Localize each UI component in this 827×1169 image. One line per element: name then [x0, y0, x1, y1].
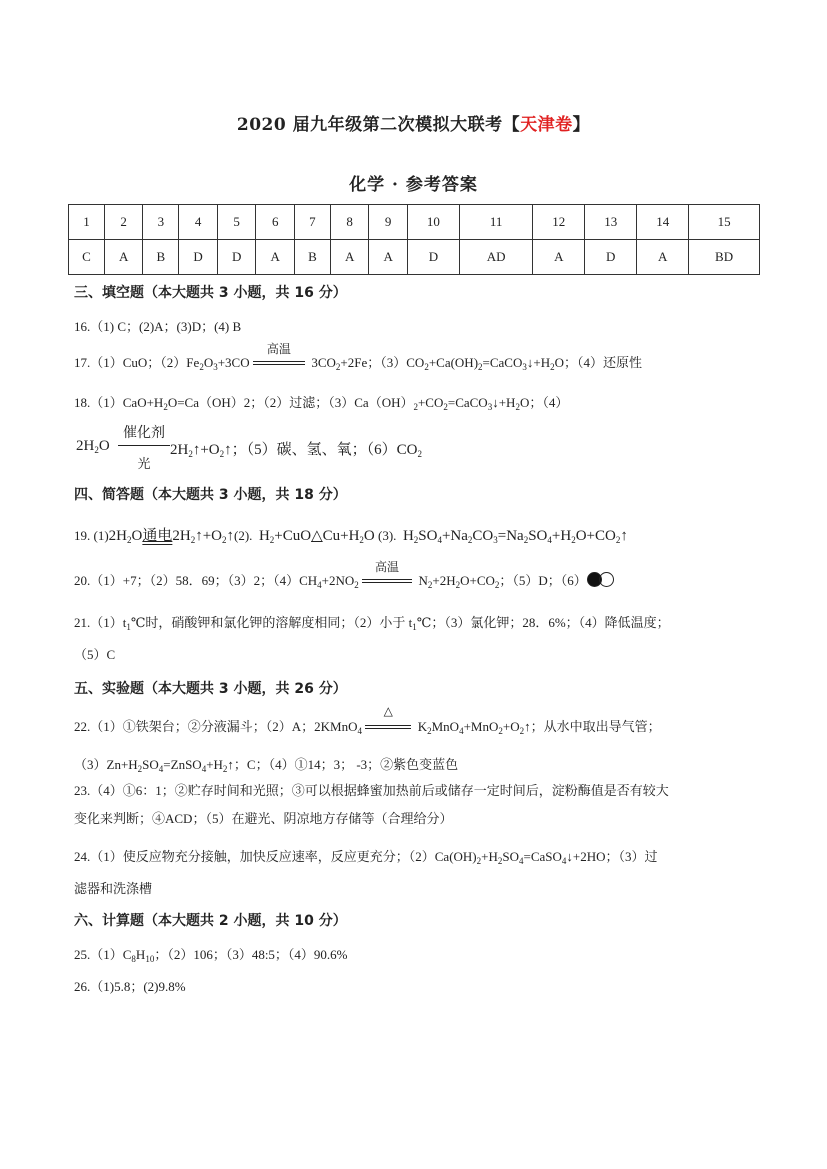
- answer-cell: A: [533, 240, 585, 275]
- answer-21-line2: （5）C: [74, 647, 116, 662]
- title-main: 2020 届九年级第二次模拟大联考: [236, 115, 503, 135]
- answer-cell: D: [407, 240, 459, 275]
- section-heading-6: 六、计算题（本大题共 2 小题，共 10 分）: [74, 913, 347, 929]
- question-number-cell: 1: [69, 205, 105, 240]
- light-condition: 光: [137, 456, 151, 471]
- heat-condition: △: [365, 719, 411, 735]
- answer-22-line2: $(3)Zn+H_2SO_4=ZnSO_4+H_2↑$；C；（4）①14；3； -3；②紫色变蓝色: [74, 757, 459, 774]
- question-number-cell: 4: [179, 205, 218, 240]
- answer-20: 20.（1）+7；（2）58．69；（3）2；$(4)CH_4+2NO_2$ 高温 $N_2+2H_2O+CO_2$；（5）D；（6）: [74, 570, 614, 589]
- heat-condition: △: [311, 528, 323, 544]
- question-number-cell: 15: [689, 205, 760, 240]
- question-number-cell: 6: [256, 205, 295, 240]
- answer-19: 19. $(1)2H_2O$通电$2H_2↑+O_2↑(2)$. $H_2+CuO\triangle Cu+H_2O$ (3). $H_2SO_4+Na_2CO_3=Na_2SO_4+H_2O+CO_2↑$: [74, 528, 628, 545]
- answer-cell: A: [369, 240, 408, 275]
- answer-cell: D: [179, 240, 218, 275]
- answer-cell: A: [104, 240, 143, 275]
- question-number-cell: 12: [533, 205, 585, 240]
- section-heading-3: 三、填空题（本大题共 3 小题，共 16 分）: [74, 285, 347, 301]
- answer-26: 26.（1)5.8；(2)9.8%: [74, 979, 186, 994]
- answer-16: 16.（1) C；(2)A；(3)D；(4) B: [74, 319, 242, 334]
- question-number-cell: 5: [217, 205, 256, 240]
- question-number-cell: 2: [104, 205, 143, 240]
- high-temp-condition: 高温: [253, 355, 305, 371]
- question-number-cell: 3: [143, 205, 179, 240]
- answer-cell: AD: [459, 240, 532, 275]
- title-bracket-open: 【: [502, 115, 521, 135]
- question-number-cell: 9: [369, 205, 408, 240]
- answer-cell: B: [294, 240, 330, 275]
- question-number-cell: 11: [459, 205, 532, 240]
- answer-24-line1: 24.（1）使反应物充分接触，加快反应速率，反应更充分；$(2)Ca(OH)_2+H_2SO_4=CaSO_4↓+2HO$；（3）过: [74, 849, 658, 866]
- answer-table: [68, 204, 760, 275]
- question-number-cell: 10: [407, 205, 459, 240]
- answer-25: $25.(1)C_8H_{10}$；（2）106；（3）48:5；（4）90.6%: [74, 947, 348, 964]
- answer-23-line1: 23.（4）①6：1；②贮存时间和光照；③可以根据蜂蜜加热前后或储存一定时间后，淀粉酶值是否有较大: [74, 783, 669, 798]
- answer-cell: BD: [689, 240, 760, 275]
- answer-cell: D: [585, 240, 637, 275]
- answer-18-line1: $18.(1)CaO+H_2O=Ca(OH)2$；（2）过滤；$(3)Ca(OH)_2+CO_2=CaCO_3↓+H_2O$；（4）: [74, 395, 569, 412]
- document-title: [0, 110, 827, 135]
- question-number-cell: 8: [330, 205, 369, 240]
- answer-21-line1: $21.(1)t_1℃$时，硝酸钾和氯化钾的溶解度相同；（2）小于 $t_1℃$；（3）氯化钾；28．6%；（4）降低温度；: [74, 615, 670, 632]
- answer-17: 17.（1）CuO；$(2)Fe_2O_3+3CO$ 高温 $3CO_2+2Fe$；$(3)CO_2+Ca(OH)_2=CaCO_3↓+H_2O$；（4）还原性: [74, 342, 642, 372]
- title-highlight: 天津卷: [520, 115, 573, 135]
- answer-cell: A: [330, 240, 369, 275]
- white-atom-icon: [599, 572, 614, 587]
- table-row-numbers: [69, 205, 760, 240]
- answer-23-line2: 变化来判断；④ACD；（5）在避光、阴凉地方存储等（合理给分）: [74, 811, 453, 826]
- answer-24-line2: 滤器和洗涤槽: [74, 881, 153, 896]
- answer-cell: B: [143, 240, 179, 275]
- document-subtitle: 化学 · 参考答案: [349, 175, 478, 195]
- answer-cell: A: [637, 240, 689, 275]
- answer-22-line1: 22.（1）①铁架台；②分液漏斗；（2）A；2KMnO$_4$ △ $K_2MnO_4+MnO_2+O_2↑$；从水中取出导气管；: [74, 704, 661, 736]
- section-heading-4: 四、简答题（本大题共 3 小题，共 18 分）: [74, 487, 347, 503]
- table-row-answers: [69, 240, 760, 275]
- high-temp-condition: 高温: [362, 573, 412, 589]
- title-bracket-close: 】: [572, 115, 591, 135]
- question-number-cell: 14: [637, 205, 689, 240]
- catalyst-condition: 催化剂: [123, 426, 165, 441]
- answer-cell: A: [256, 240, 295, 275]
- answer-cell: D: [217, 240, 256, 275]
- answer-cell: C: [69, 240, 105, 275]
- section-heading-5: 五、实验题（本大题共 3 小题，共 26 分）: [74, 681, 347, 697]
- question-number-cell: 7: [294, 205, 330, 240]
- question-number-cell: 13: [585, 205, 637, 240]
- electric-condition: 通电: [142, 528, 173, 544]
